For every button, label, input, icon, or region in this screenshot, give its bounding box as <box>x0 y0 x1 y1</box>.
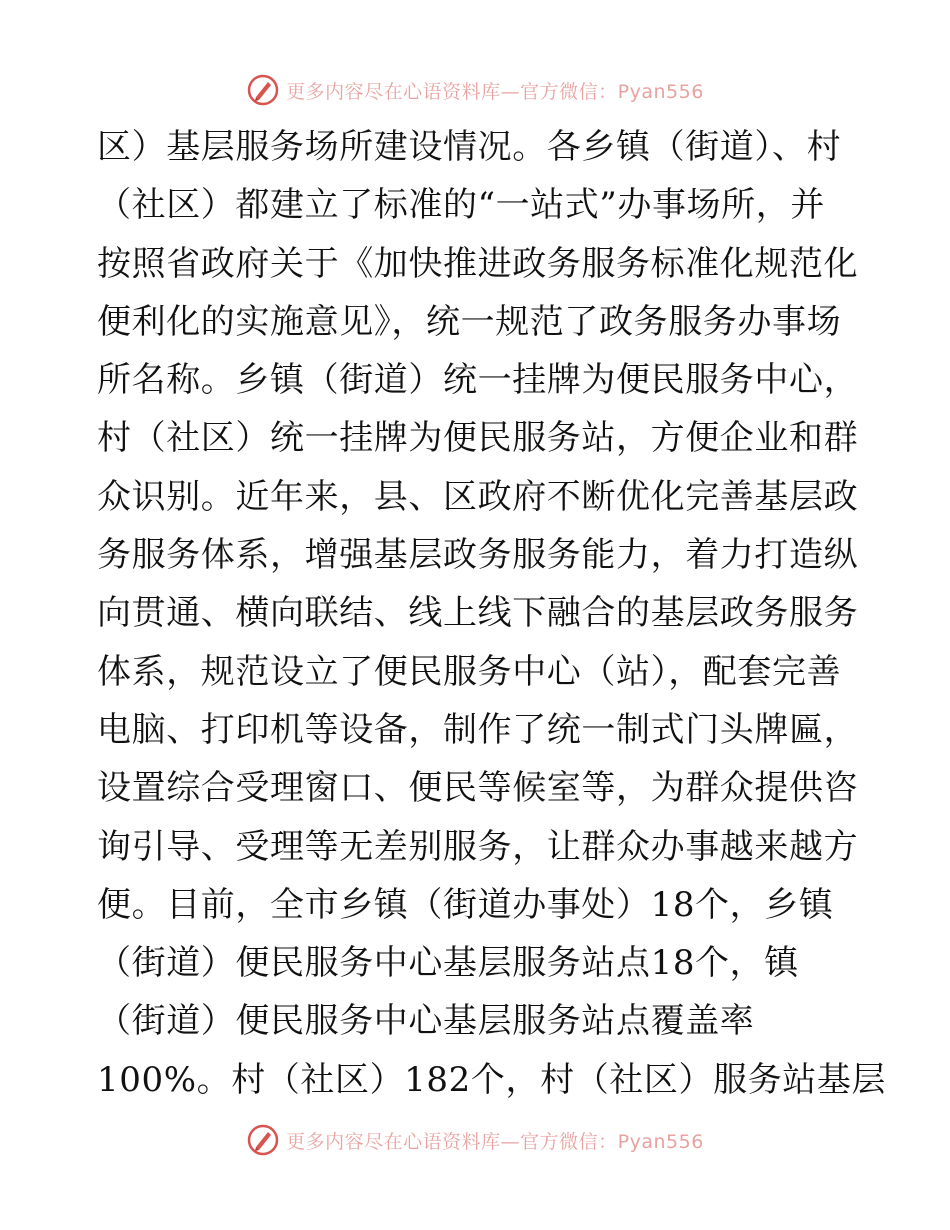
text-line: 按照省政府关于《加快推进政务服务标准化规范化 <box>97 243 859 284</box>
watermark-text: 更多内容尽在心语资料库—官方微信：Pyan556 <box>286 80 704 103</box>
text-line: 向贯通、横向联结、线上线下融合的基层政务服务 <box>97 593 859 634</box>
header-watermark <box>0 70 950 110</box>
text-line: 村（社区）统一挂牌为便民服务站，方便企业和群 <box>97 418 859 459</box>
footer-watermark <box>0 1120 950 1160</box>
pen-logo-icon <box>246 1123 280 1157</box>
text-line: 设置综合受理窗口、便民等候室等，为群众提供咨 <box>97 768 859 809</box>
text-line: 区）基层服务场所建设情况。各乡镇（街道）、村 <box>97 127 842 167</box>
text-line: 务服务体系，增强基层政务服务能力，着力打造纵 <box>97 535 859 576</box>
text-line: 100%。村（社区）182个，村（社区）服务站基层 <box>97 1059 887 1100</box>
watermark-text: 更多内容尽在心语资料库—官方微信：Pyan556 <box>286 1130 704 1153</box>
text-line: 询引导、受理等无差别服务，让群众办事越来越方 <box>97 826 859 867</box>
body-paragraph <box>97 118 887 1109</box>
text-line: 所名称。乡镇（街道）统一挂牌为便民服务中心， <box>97 360 859 401</box>
text-line: 众识别。近年来，县、区政府不断优化完善基层政 <box>97 476 859 517</box>
text-line: 便。目前，全市乡镇（街道办事处）18个，乡镇 <box>97 884 834 925</box>
text-line: 便利化的实施意见》，统一规范了政务服务办事场 <box>97 301 842 342</box>
text-line: （社区）都建立了标准的“一站式”办事场所，并 <box>97 185 825 226</box>
text-line: （街道）便民服务中心基层服务站点覆盖率 <box>97 1001 755 1042</box>
text-line: （街道）便民服务中心基层服务站点18个，镇 <box>97 943 799 984</box>
text-line: 电脑、打印机等设备，制作了统一制式门头牌匾， <box>97 709 859 750</box>
text-line: 体系，规范设立了便民服务中心（站），配套完善 <box>97 651 842 692</box>
pen-logo-icon <box>246 73 280 107</box>
